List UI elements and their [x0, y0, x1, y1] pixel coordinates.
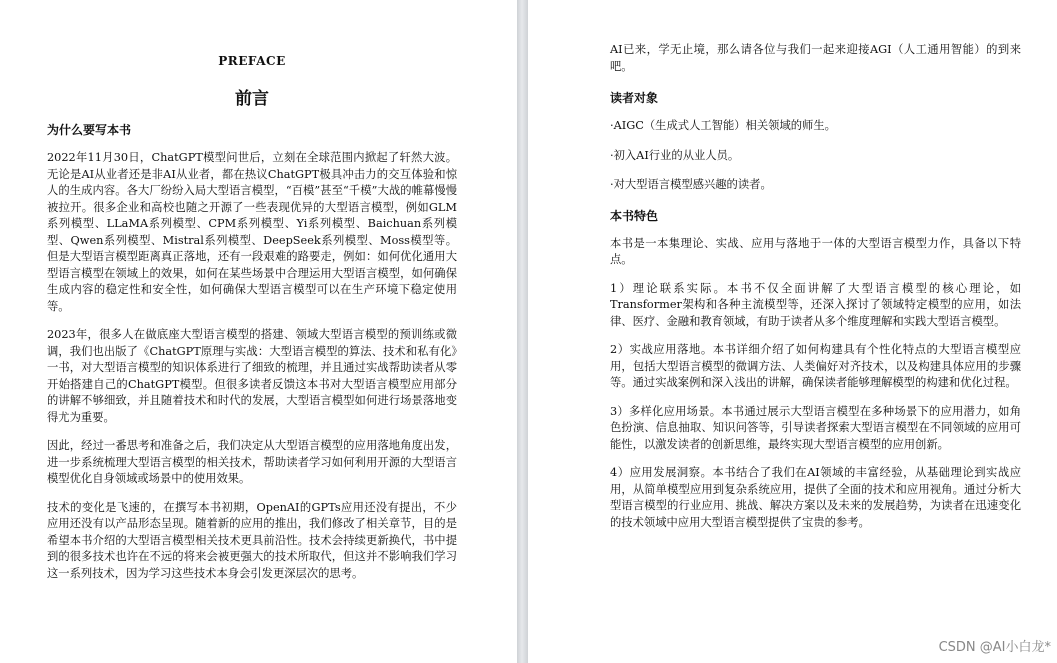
feature-item: 2）实战应用落地。本书详细介绍了如何构建具有个性化特点的大型语言模型应用，包括大型语言模型的微调方法、人类偏好对齐技术，以及构建具体应用的步骤等。通过实战案例和深入浅出的讲解，确保读者能够理解模型的构建和优化过程。 [610, 343, 1021, 389]
feature-item: 3）多样化应用场景。本书通过展示大型语言模型在多种场景下的应用潜力，如角色扮演、信息抽取、知识问答等，引导读者探索大型语言模型在不同领域的应用可能性，以激发读者的创新思维，最终实现大型语言模型的应用创新。 [610, 404, 1021, 451]
reader-item: ·AIGC（生成式人工智能）相关领域的师生。 [610, 119, 836, 132]
section-heading-readers: 读者对象 [610, 91, 659, 105]
left-page [0, 0, 517, 663]
preface-label: PREFACE [218, 54, 286, 68]
paragraph: 2023年，很多人在做底座大型语言模型的搭建、领域大型语言模型的预训练或微调，我们也出版了《ChatGPT原理与实战：大型语言模型的算法、技术和私有化》一书，对大型语言模型的知识体系进行了细致的梳理，并且通过实战帮助读者从零开始搭建自己的ChatGPT模型。但很多读者反馈这本书对大型语言模型应用部分的讲解不够细致，并且随着技术和时代的发展，大型语言模型如何进行场景落地变得尤为重要。 [47, 328, 457, 424]
page-gutter [517, 0, 528, 663]
page-title: 前言 [235, 89, 269, 109]
watermark: CSDN @AI小白龙* [938, 640, 1051, 655]
reader-item: ·对大型语言模型感兴趣的读者。 [610, 178, 772, 191]
paragraph: 2022年11月30日，ChatGPT模型问世后，立刻在全球范围内掀起了轩然大波。无论是AI从业者还是非AI从业者，都在热议ChatGPT极具冲击力的交互体验和惊人的生成内容。各大厂纷纷入局大型语言模型，“百模”甚至“千模”大战的帷幕慢慢被拉开。很多企业和高校也随之开源了一些表现优异的大型语言模型，例如GLM系列模型、LLaMA系列模型、CPM系列模型、Yi系列模型、Baichuan系列模型、Qwen系列模型、Mistral系列模型、DeepSeek系列模型、Moss模型等。但是大型语言模型距离真正落地，还有一段艰难的路要走，例如：如何优化通用大型语言模型在领域上的效果，如何在某些场景中合理运用大型语言模型，如何确保生成内容的稳定性和安全性，如何确保大型语言模型可以在生产环境下稳定使用等。 [47, 151, 457, 313]
intro-paragraph: AI已来，学无止境，那么请各位与我们一起来迎接AGI（人工通用智能）的到来吧。 [610, 43, 1021, 73]
feature-item: 1）理论联系实际。本书不仅全面讲解了大型语言模型的核心理论，如Transformer架构和各种主流模型等，还深入探讨了领域特定模型的应用，如法律、医疗、金融和教育领域，有助于读者从多个维度理解和实践大型语言模型。 [610, 281, 1021, 328]
section-heading-features: 本书特色 [610, 208, 659, 223]
paragraph: 因此，经过一番思考和准备之后，我们决定从大型语言模型的应用落地角度出发，进一步系统梳理大型语言模型的相关技术，帮助读者学习如何利用开源的大型语言模型优化自身领域或场景中的使用效果。 [47, 439, 457, 485]
feature-item: 4）应用发展洞察。本书结合了我们在AI领域的丰富经验，从基础理论到实战应用，从简单模型应用到复杂系统应用，提供了全面的技术和应用视角。通过分析大型语言模型的行业应用、挑战、解决方案以及未来的发展趋势，为读者在迅速变化的技术领域中应用大型语言模型提供了宝贵的参考。 [610, 466, 1021, 529]
features-intro: 本书是一本集理论、实战、应用与落地于一体的大型语言模型力作，具备以下特点。 [610, 236, 1021, 266]
section-heading-why: 为什么要写本书 [47, 123, 132, 137]
paragraph: 技术的变化是飞速的，在撰写本书初期，OpenAI的GPTs应用还没有提出，不少应用还没有以产品形态呈现。随着新的应用的推出，我们修改了相关章节，目的是希望本书介绍的大型语言模型相关技术更具前沿性。技术会持续更新换代，书中提到的很多技术也许在不远的将来会被更强大的技术所取代，但这并不影响我们学习这一系列技术，因为学习这些技术本身会引发更深层次的思考。 [47, 500, 457, 580]
reader-item: ·初入AI行业的从业人员。 [610, 148, 740, 162]
right-page [528, 0, 1057, 663]
